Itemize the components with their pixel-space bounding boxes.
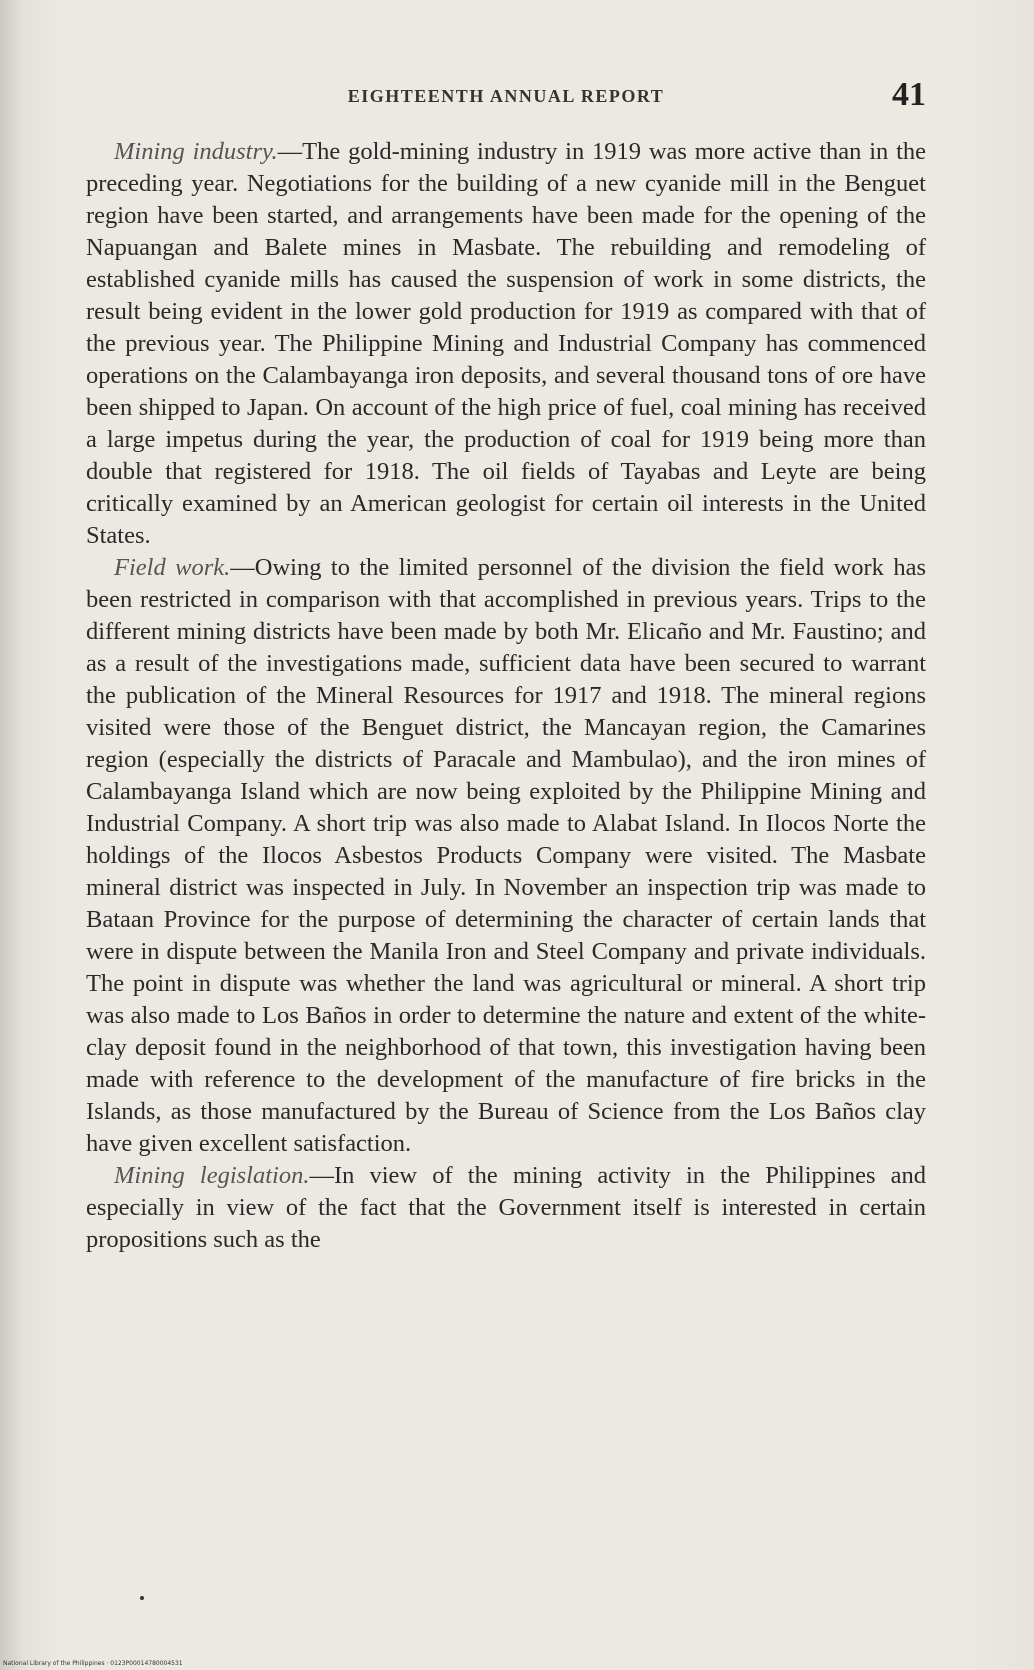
paragraph-mining-legislation bbox=[86, 1160, 926, 1256]
run-in-heading: Mining legislation. bbox=[114, 1162, 310, 1189]
ink-speck bbox=[140, 1596, 144, 1600]
paragraph-text: —The gold-mining industry in 1919 was more active than in the preceding year. Negotiations for the building of a new cyanide mill in the Benguet region have been started, and arrangements have been made for the opening of the Napuangan and Balete mines in Masbate. The rebuilding and remodeling of established cyanide mills has caused the suspension of work in some districts, the result being evident in the lower gold production for 1919 as compared with that of the previous year. The Philippine Mining and Industrial Company has commenced operations on the Calambayanga iron deposits, and several thousand tons of ore have been shipped to Japan. On account of the high price of fuel, coal mining has received a large impetus during the year, the production of coal for 1919 being more than double that registered for 1918. The oil fields of Tayabas and Leyte are being critically examined by an American geologist for certain oil interests in the United States. bbox=[86, 138, 926, 549]
page-header bbox=[86, 76, 926, 122]
scan-credit: National Library of the Philippines · 0123P00014780004531 bbox=[3, 1660, 183, 1667]
run-in-heading: Mining industry. bbox=[114, 138, 278, 165]
page-number: 41 bbox=[892, 76, 926, 113]
paragraph-text: —Owing to the limited personnel of the division the field work has been restricted in comparison with that accomplished in previous years. Trips to the different mining districts have been made by both Mr. Elicaño and Mr. Faustino; and as a result of the investigations made, sufficient data have been secured to warrant the publication of the Mineral Resources for 1917 and 1918. The mineral regions visited were those of the Benguet district, the Mancayan region, the Camarines region (especially the districts of Paracale and Mambulao), and the iron mines of Calambayanga Island which are now being exploited by the Philippine Mining and Industrial Company. A short trip was also made to Alabat Island. In Ilocos Norte the holdings of the Ilocos Asbestos Products Company were visited. The Masbate mineral district was inspected in July. In November an inspection trip was made to Bataan Province for the purpose of determining the character of certain lands that were in dispute between the Manila Iron and Steel Company and private individuals. The point in dispute was whether the land was agricultural or mineral. A short trip was also made to Los Baños in order to determine the nature and extent of the white-clay deposit found in the neighborhood of that town, this investigation having been made with reference to the development of the manufacture of fire bricks in the Islands, as those manufactured by the Bureau of Science from the Los Baños clay have given excellent satisfaction. bbox=[86, 554, 926, 1157]
body-text bbox=[86, 136, 926, 1256]
paragraph-field-work bbox=[86, 552, 926, 1160]
run-in-heading: Field work. bbox=[114, 554, 231, 581]
paragraph-text: —In view of the mining activity in the Philippines and especially in view of the fact that the Government itself is interested in certain propositions such as the bbox=[86, 1162, 926, 1253]
running-head: EIGHTEENTH ANNUAL REPORT bbox=[347, 86, 665, 106]
paragraph-mining-industry bbox=[86, 136, 926, 552]
